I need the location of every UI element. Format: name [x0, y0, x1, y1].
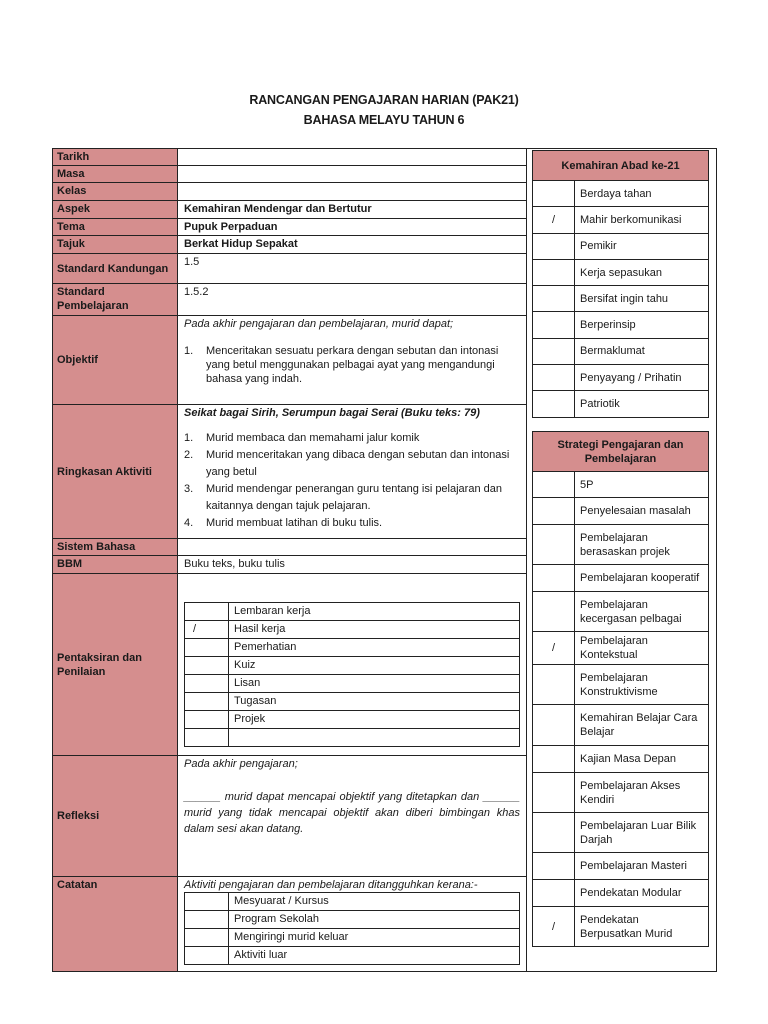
catatan-label: Catatan [53, 877, 178, 972]
refleksi-body: ______ murid dapat mencapai objektif yang ditetapkan dan ______ murid yang tidak mencapai objektif akan diberi bimbingan khas dalam sesi akan datang. [184, 791, 520, 835]
refleksi-label: Refleksi [53, 756, 178, 877]
kelas-field[interactable] [178, 183, 527, 201]
pentaksiran-row-label: Hasil kerja [229, 621, 520, 639]
strategi-item [533, 853, 709, 880]
sistem-bahasa-field[interactable] [178, 539, 527, 556]
strategi-item-label: Pembelajaran Luar Bilik Darjah [575, 813, 709, 853]
catatan-intro: Aktiviti pengajaran dan pembelajaran ditangguhkan kerana:- [184, 879, 478, 891]
pentaksiran-row-checkbox[interactable] [185, 711, 229, 729]
strategi-item-checkbox[interactable] [533, 665, 575, 705]
strategi-item-checkbox[interactable] [533, 565, 575, 592]
kemahiran-item-checkbox[interactable] [533, 338, 575, 364]
pentaksiran-row [185, 621, 520, 639]
catatan-row-checkbox[interactable] [185, 929, 229, 947]
standard-pembelajaran-field[interactable]: 1.5.2 [178, 284, 527, 316]
pentaksiran-row-label [229, 729, 520, 747]
catatan-row-checkbox[interactable] [185, 911, 229, 929]
kemahiran-item-label: Pemikir [575, 233, 709, 259]
kemahiran-table [532, 150, 709, 418]
pentaksiran-row [185, 657, 520, 675]
pentaksiran-label: Pentaksiran dan Penilaian [53, 574, 178, 756]
kemahiran-item [533, 259, 709, 285]
pentaksiran-row [185, 675, 520, 693]
kemahiran-item [533, 286, 709, 312]
strategi-item-label: Pendekatan Modular [575, 880, 709, 907]
kemahiran-item-label: Bersifat ingin tahu [575, 286, 709, 312]
strategi-item-label: Pembelajaran berasaskan projek [575, 525, 709, 565]
pentaksiran-field [178, 574, 527, 756]
kemahiran-item [533, 207, 709, 233]
ringkasan-item: 1. Murid membaca dan memahami jalur komik [184, 432, 420, 444]
pentaksiran-table [184, 602, 520, 747]
masa-field[interactable] [178, 166, 527, 183]
strategi-item-checkbox[interactable] [533, 773, 575, 813]
tajuk-field[interactable]: Berkat Hidup Sepakat [178, 236, 527, 254]
objektif-label: Objektif [53, 316, 178, 405]
kemahiran-item-checkbox[interactable] [533, 286, 575, 312]
strategi-item [533, 705, 709, 746]
strategi-table [532, 431, 709, 947]
ringkasan-aktiviti-label: Ringkasan Aktiviti [53, 405, 178, 539]
strategi-item-checkbox[interactable] [533, 525, 575, 565]
strategi-item-label: Penyelesaian masalah [575, 498, 709, 525]
catatan-row-label: Mengiringi murid keluar [229, 929, 520, 947]
catatan-row-checkbox[interactable] [185, 947, 229, 965]
strategi-item-label: Kemahiran Belajar Cara Belajar [575, 705, 709, 746]
strategi-item-checkbox[interactable] [533, 880, 575, 907]
strategi-item-label: Pembelajaran kooperatif [575, 565, 709, 592]
strategi-item-checkbox[interactable] [533, 813, 575, 853]
strategi-item-label: Pembelajaran Akses Kendiri [575, 773, 709, 813]
tema-label: Tema [53, 219, 178, 236]
standard-kandungan-label: Standard Kandungan [53, 254, 178, 284]
strategi-item-label: Pendekatan Berpusatkan Murid [575, 907, 709, 947]
kemahiran-item [533, 312, 709, 338]
page-title: RANCANGAN PENGAJARAN HARIAN (PAK21) [249, 93, 519, 107]
strategi-item-label: Pembelajaran Masteri [575, 853, 709, 880]
kemahiran-item [533, 233, 709, 259]
catatan-field [178, 877, 527, 972]
catatan-row [185, 947, 520, 965]
tarikh-field[interactable] [178, 149, 527, 166]
strategi-item [533, 472, 709, 498]
kemahiran-title: Kemahiran Abad ke-21 [533, 151, 709, 181]
pentaksiran-row-label: Projek [229, 711, 520, 729]
strategi-title: Strategi Pengajaran dan Pembelajaran [533, 432, 709, 472]
refleksi-intro: Pada akhir pengajaran; [184, 758, 298, 770]
kemahiran-item-label: Bermaklumat [575, 338, 709, 364]
strategi-item [533, 773, 709, 813]
strategi-item [533, 746, 709, 773]
strategi-item [533, 880, 709, 907]
kemahiran-item-checkbox[interactable] [533, 312, 575, 338]
standard-kandungan-field[interactable]: 1.5 [178, 254, 527, 284]
strategi-item-checkbox[interactable] [533, 472, 575, 498]
kemahiran-item [533, 391, 709, 417]
strategi-item [533, 525, 709, 565]
strategi-item-label: Kajian Masa Depan [575, 746, 709, 773]
kemahiran-item-label: Penyayang / Prihatin [575, 365, 709, 391]
kemahiran-item-label: Patriotik [575, 391, 709, 417]
pentaksiran-row [185, 639, 520, 657]
strategi-item [533, 907, 709, 947]
pentaksiran-row-label: Kuiz [229, 657, 520, 675]
strategi-item-checkbox[interactable] [533, 705, 575, 746]
kemahiran-item-checkbox[interactable] [533, 233, 575, 259]
kemahiran-item-checkbox[interactable]: / [533, 207, 575, 233]
strategi-item-checkbox[interactable] [533, 853, 575, 880]
strategi-item [533, 813, 709, 853]
ringkasan-aktiviti-field[interactable] [178, 405, 527, 539]
pentaksiran-row-checkbox[interactable] [185, 729, 229, 747]
pentaksiran-row-label: Tugasan [229, 693, 520, 711]
objektif-item: 1. Menceritakan sesuatu perkara dengan sebutan dan intonasi yang betul menggunakan pelbagai ayat yang mengandungi bahasa yang indah. [184, 345, 499, 385]
catatan-row [185, 929, 520, 947]
ringkasan-list [184, 430, 520, 532]
pentaksiran-row [185, 693, 520, 711]
tema-field[interactable]: Pupuk Perpaduan [178, 219, 527, 236]
kemahiran-item-checkbox[interactable] [533, 391, 575, 417]
strategi-item-checkbox[interactable] [533, 746, 575, 773]
pentaksiran-row-checkbox[interactable] [185, 603, 229, 621]
kelas-label: Kelas [53, 183, 178, 201]
aspek-label: Aspek [53, 201, 178, 219]
ringkasan-item: 2. Murid menceritakan yang dibaca dengan sebutan dan intonasi yang betul [184, 449, 510, 478]
strategi-item [533, 565, 709, 592]
catatan-row-checkbox[interactable] [185, 893, 229, 911]
pentaksiran-row [185, 729, 520, 747]
pentaksiran-row-checkbox[interactable] [185, 693, 229, 711]
objektif-field[interactable] [178, 316, 527, 405]
tajuk-label: Tajuk [53, 236, 178, 254]
pentaksiran-row-checkbox[interactable]: / [185, 621, 229, 639]
strategi-item [533, 498, 709, 525]
kemahiran-item-label: Kerja sepasukan [575, 259, 709, 285]
masa-label: Masa [53, 166, 178, 183]
ringkasan-item: 4. Murid membuat latihan di buku tulis. [184, 517, 383, 529]
pentaksiran-row-label: Lembaran kerja [229, 603, 520, 621]
catatan-table [184, 892, 520, 965]
catatan-row-label: Mesyuarat / Kursus [229, 893, 520, 911]
strategi-item-label: Pembelajaran kecergasan pelbagai [575, 592, 709, 632]
aspek-field[interactable]: Kemahiran Mendengar dan Bertutur [178, 201, 527, 219]
refleksi-field[interactable] [178, 756, 527, 877]
strategi-item-checkbox[interactable] [533, 592, 575, 632]
kemahiran-item-label: Mahir berkomunikasi [575, 207, 709, 233]
catatan-row-label: Aktiviti luar [229, 947, 520, 965]
pentaksiran-row-label: Lisan [229, 675, 520, 693]
lesson-plan-table [52, 148, 527, 972]
catatan-row-label: Program Sekolah [229, 911, 520, 929]
pentaksiran-row-label: Pemerhatian [229, 639, 520, 657]
kemahiran-item [533, 338, 709, 364]
tarikh-label: Tarikh [53, 149, 178, 166]
pentaksiran-row [185, 603, 520, 621]
strategi-item-label: Pembelajaran Kontekstual [575, 632, 709, 665]
pentaksiran-row-checkbox[interactable] [185, 657, 229, 675]
strategi-item [533, 592, 709, 632]
kemahiran-item [533, 181, 709, 207]
strategi-item-label: 5P [575, 472, 709, 498]
kemahiran-item-label: Berperinsip [575, 312, 709, 338]
bbm-field[interactable]: Buku teks, buku tulis [178, 556, 527, 574]
strategi-item-checkbox[interactable]: / [533, 907, 575, 947]
kemahiran-item-checkbox[interactable] [533, 259, 575, 285]
pentaksiran-row-checkbox[interactable] [185, 639, 229, 657]
objektif-list [184, 344, 520, 386]
kemahiran-item-label: Berdaya tahan [575, 181, 709, 207]
sistem-bahasa-label: Sistem Bahasa [53, 539, 178, 556]
strategi-item [533, 665, 709, 705]
kemahiran-item [533, 365, 709, 391]
strategi-item-checkbox[interactable]: / [533, 632, 575, 665]
catatan-row [185, 893, 520, 911]
catatan-row [185, 911, 520, 929]
objektif-intro: Pada akhir pengajaran dan pembelajaran, murid dapat; [184, 318, 454, 330]
page-subtitle: BAHASA MELAYU TAHUN 6 [303, 113, 465, 127]
bbm-label: BBM [53, 556, 178, 574]
strategi-item-label: Pembelajaran Konstruktivisme [575, 665, 709, 705]
standard-pembelajaran-label: Standard Pembelajaran [53, 284, 178, 316]
strategi-item-checkbox[interactable] [533, 498, 575, 525]
ringkasan-item: 3. Murid mendengar penerangan guru tentang isi pelajaran dan kaitannya dengan tajuk pelajaran. [184, 483, 502, 512]
pentaksiran-row-checkbox[interactable] [185, 675, 229, 693]
pentaksiran-row [185, 711, 520, 729]
kemahiran-item-checkbox[interactable] [533, 181, 575, 207]
ringkasan-heading: Seikat bagai Sirih, Serumpun bagai Serai (Buku teks: 79) [184, 407, 480, 419]
kemahiran-item-checkbox[interactable] [533, 365, 575, 391]
strategi-item [533, 632, 709, 665]
